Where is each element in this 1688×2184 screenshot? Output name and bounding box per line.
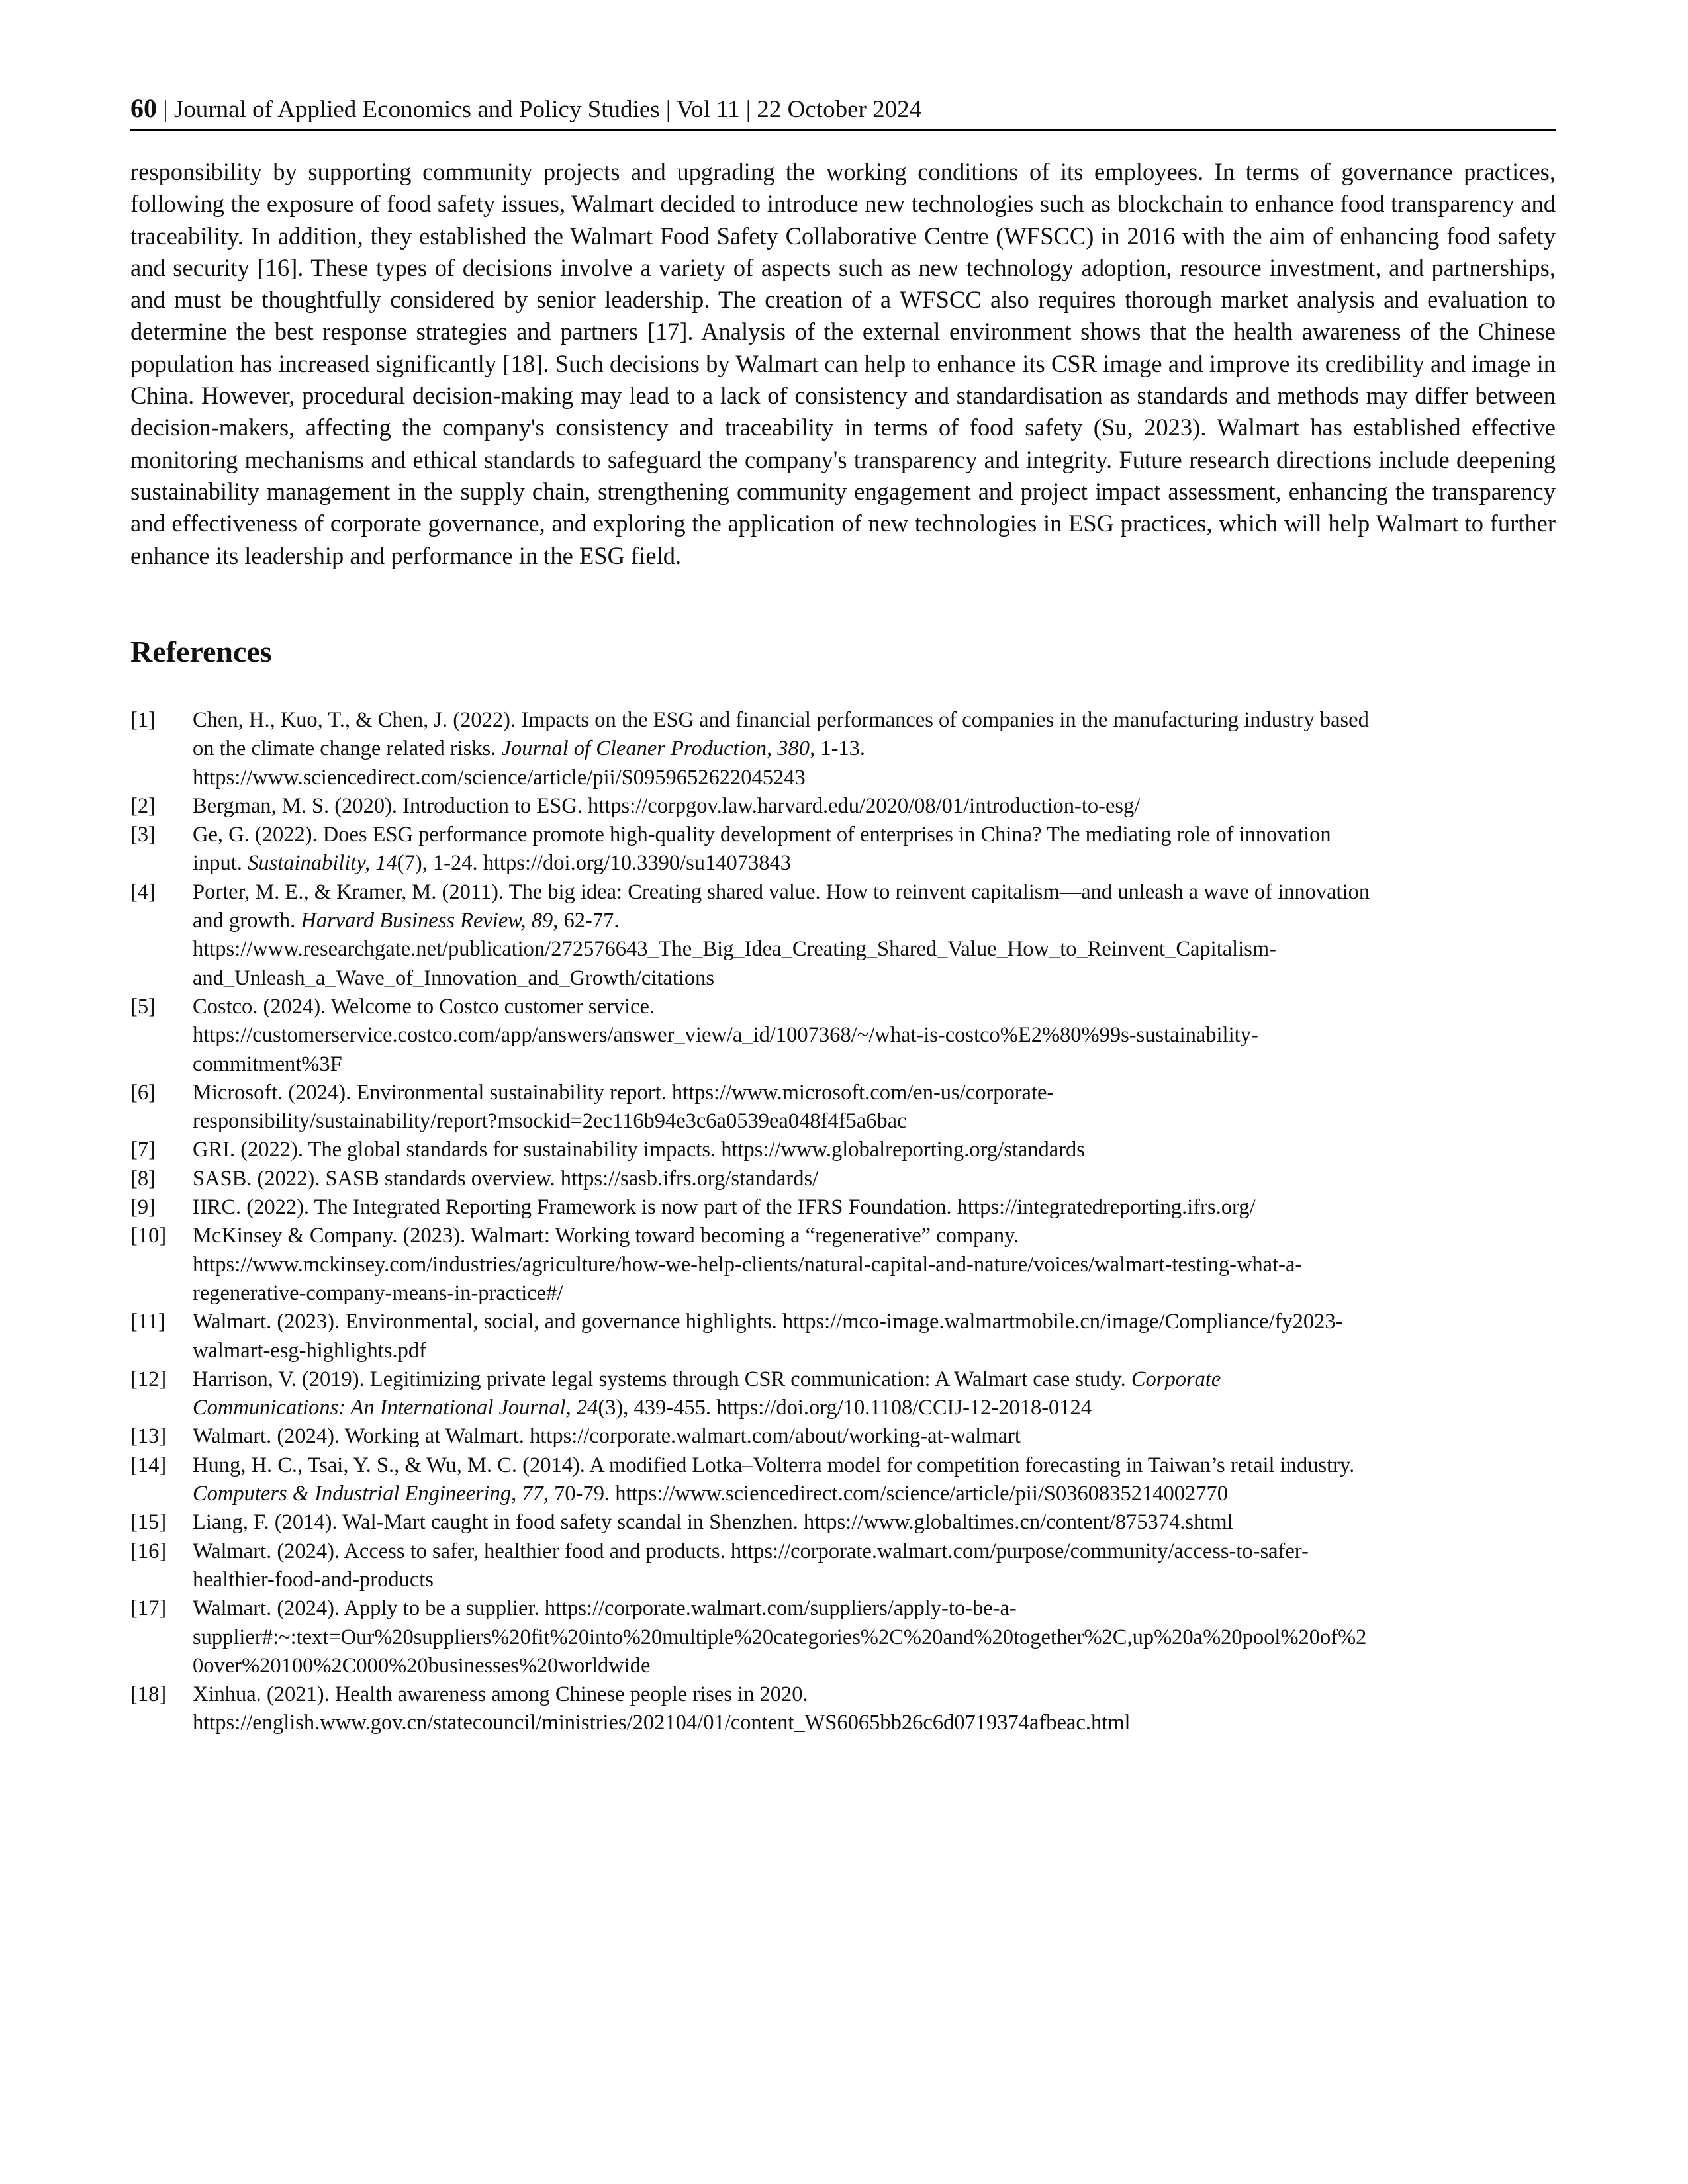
reference-text: Walmart. (2023). Environmental, social, and governance highlights. https://mco-image.walmartmobile.cn/image/Compliance/fy2023- walmart-esg-highlights.pdf	[193, 1310, 1343, 1363]
page-number: 60	[130, 93, 157, 123]
reference-text: Chen, H., Kuo, T., & Chen, J. (2022). Impacts on the ESG and financial performances of companies in the manufacturing industry based on the climate change related risks. Journal of Cleaner Production, 380, 1-13. https://www.sciencedirect.com/science/article/pii/S0959652622045243	[193, 708, 1369, 790]
reference-text: Liang, F. (2014). Wal-Mart caught in food safety scandal in Shenzhen. https://www.globaltimes.cn/content/875374.shtml	[193, 1510, 1233, 1535]
reference-text: IIRC. (2022). The Integrated Reporting Framework is now part of the IFRS Foundation. https://integratedreporting.ifrs.org/	[193, 1195, 1256, 1220]
reference-number: [15]	[130, 1510, 167, 1535]
reference-number: [16]	[130, 1539, 167, 1563]
reference-text: Harrison, V. (2019). Legitimizing private legal systems through CSR communication: A Walmart case study. Corporate Communications: An International Journal, 24(3), 439-455. https://doi.org/10.1108/CCIJ-12-2018-0124	[193, 1367, 1221, 1420]
reference-number: [12]	[130, 1367, 167, 1391]
reference-item	[130, 1365, 1556, 1423]
reference-text: Costco. (2024). Welcome to Costco customer service. https://customerservice.costco.com/app/answers/answer_view/a_id/1007368/~/what-is-costco%E2%80%99s-sustainability- commitment%3F	[193, 994, 1258, 1076]
references-heading: References	[130, 635, 272, 668]
reference-item	[130, 1079, 1556, 1136]
reference-text: Walmart. (2024). Access to safer, healthier food and products. https://corporate.walmart.com/purpose/community/access-to-safer- healthier-food-and-products	[193, 1539, 1309, 1592]
reference-number: [14]	[130, 1453, 167, 1477]
reference-text: Bergman, M. S. (2020). Introduction to ESG. https://corpgov.law.harvard.edu/2020/08/01/introduction-to-esg/	[193, 794, 1141, 818]
reference-item	[130, 821, 1556, 878]
reference-number: [11]	[130, 1310, 165, 1334]
reference-text: Hung, H. C., Tsai, Y. S., & Wu, M. C. (2014). A modified Lotka–Volterra model for competition forecasting in Taiwan’s retail industry. Computers & Industrial Engineering, 77, 70-79. https://www.sciencedirect.com/science/article/pii/S0360835214002770	[193, 1453, 1355, 1506]
reference-number: [2]	[130, 794, 156, 818]
reference-item	[130, 878, 1556, 993]
reference-item	[130, 1308, 1556, 1365]
reference-number: [18]	[130, 1682, 167, 1707]
running-header	[130, 93, 1556, 126]
reference-number: [3]	[130, 823, 156, 847]
reference-text: SASB. (2022). SASB standards overview. https://sasb.ifrs.org/standards/	[193, 1166, 819, 1191]
reference-number: [8]	[130, 1166, 156, 1191]
reference-item	[130, 706, 1556, 792]
reference-number: [9]	[130, 1195, 156, 1220]
reference-text: Xinhua. (2021). Health awareness among Chinese people rises in 2020. https://english.www.gov.cn/statecouncil/ministries/202104/01/content_WS6065bb26c6d0719374afbeac.html	[193, 1682, 1131, 1735]
reference-number: [4]	[130, 880, 156, 904]
reference-item	[130, 1594, 1556, 1680]
reference-item	[130, 792, 1556, 821]
reference-item	[130, 1680, 1556, 1738]
reference-item	[130, 1136, 1556, 1164]
reference-number: [6]	[130, 1080, 156, 1105]
reference-item	[130, 1165, 1556, 1193]
reference-item	[130, 993, 1556, 1079]
references-list	[130, 706, 1556, 1738]
reference-number: [5]	[130, 994, 156, 1019]
reference-text: Walmart. (2024). Apply to be a supplier. https://corporate.walmart.com/suppliers/apply-to-be-a- supplier#:~:text=Our%20suppliers%20fit%20into%20multiple%20categories%2C%20and%20together%2C,up%20a%20pool%20of%2 0over%20100%2C000%20businesses%20worldwide	[193, 1596, 1367, 1678]
reference-item	[130, 1422, 1556, 1451]
reference-item	[130, 1193, 1556, 1222]
reference-item	[130, 1451, 1556, 1509]
reference-text: Walmart. (2024). Working at Walmart. https://corporate.walmart.com/about/working-at-walmart	[193, 1424, 1021, 1449]
running-title: | Journal of Applied Economics and Policy Studies | Vol 11 | 22 October 2024	[157, 96, 922, 123]
reference-item	[130, 1508, 1556, 1537]
reference-number: [1]	[130, 708, 156, 732]
body-paragraph: responsibility by supporting community projects and upgrading the working conditions of its employees. In terms of governance practices, following the exposure of food safety issues, Walmart decided to introduce new technologies such as blockchain to enhance food transparency and traceability. In addition, they established the Walmart Food Safety Collaborative Centre (WFSCC) in 2016 with the aim of enhancing food safety and security [16]. These types of decisions involve a variety of aspects such as new technology adoption, resource investment, and partnerships, and must be thoughtfully considered by senior leadership. The creation of a WFSCC also requires thorough market analysis and evaluation to determine the best response strategies and partners [17]. Analysis of the external environment shows that the health awareness of the Chinese population has increased significantly [18]. Such decisions by Walmart can help to enhance its CSR image and improve its credibility and image in China. However, procedural decision-making may lead to a lack of consistency and standardisation as standards and methods may differ between decision-makers, affecting the company's consistency and traceability in terms of food safety (Su, 2023). Walmart has established effective monitoring mechanisms and ethical standards to safeguard the company's transparency and integrity. Future research directions include deepening sustainability management in the supply chain, strengthening community engagement and project impact assessment, enhancing the transparency and effectiveness of corporate governance, and exploring the application of new technologies in ESG practices, which will help Walmart to further enhance its leadership and performance in the ESG field.	[130, 158, 1556, 569]
reference-text: Microsoft. (2024). Environmental sustainability report. https://www.microsoft.com/en-us/corporate- responsibility/sustainability/report?msockid=2ec116b94e3c6a0539ea048f4f5a6bac	[193, 1080, 1055, 1134]
reference-number: [10]	[130, 1224, 167, 1248]
reference-number: [13]	[130, 1424, 167, 1449]
reference-number: [7]	[130, 1138, 156, 1162]
reference-item	[130, 1222, 1556, 1308]
reference-text: McKinsey & Company. (2023). Walmart: Working toward becoming a “regenerative” company. https://www.mckinsey.com/industries/agriculture/how-we-help-clients/natural-capital-and-nature/voices/walmart-testing-what-a- regenerative-company-means-in-practice#/	[193, 1224, 1303, 1305]
reference-text: Ge, G. (2022). Does ESG performance promote high-quality development of enterprises in China? The mediating role of innovation input. Sustainability, 14(7), 1-24. https://doi.org/10.3390/su14073843	[193, 823, 1331, 876]
reference-item	[130, 1537, 1556, 1595]
reference-text: Porter, M. E., & Kramer, M. (2011). The big idea: Creating shared value. How to reinvent capitalism—and unleash a wave of innovation and growth. Harvard Business Review, 89, 62-77. https://www.researchgate.net/publication/272576643_The_Big_Idea_Creating_Shared_Value_How_to_Reinvent_Capitalism- and_Unleash_a_Wave_of_Innovation_and_Growth/citations	[193, 880, 1370, 990]
header-rule	[130, 129, 1556, 131]
reference-text: GRI. (2022). The global standards for sustainability impacts. https://www.globalreporting.org/standards	[193, 1138, 1085, 1162]
reference-number: [17]	[130, 1596, 167, 1621]
